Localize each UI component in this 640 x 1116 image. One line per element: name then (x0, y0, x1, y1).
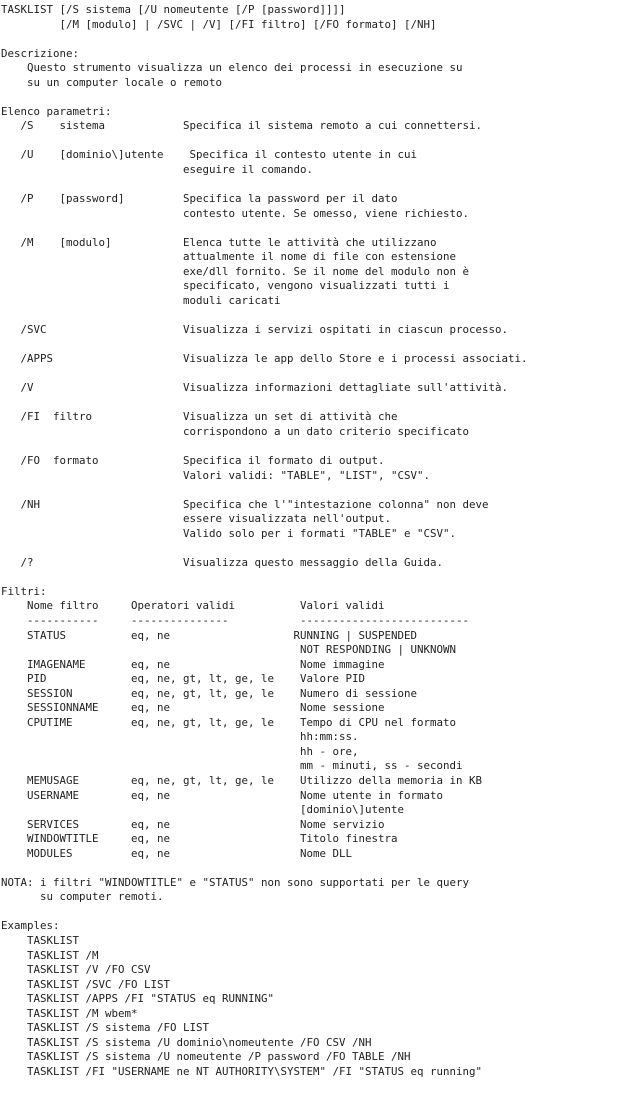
console-line: moduli caricati (1, 293, 281, 307)
console-line (1, 570, 640, 585)
console-line: /? Visualizza questo messaggio della Guida. (1, 555, 444, 569)
console-line: /P [password] Specifica la password per il dato (1, 192, 398, 206)
console-line: su un computer locale o remoto (1, 75, 223, 89)
console-line: Questo strumento visualizza un elenco dei processi in esecuzione su (1, 61, 463, 75)
console-line: su computer remoti. (1, 890, 164, 904)
console-line: /FO formato Specifica il formato di output. (1, 453, 385, 467)
console-line (1, 308, 640, 323)
console-line: Elenco parametri: (1, 104, 112, 118)
console-line: eseguire il comando. (1, 163, 314, 177)
console-line: /NH Specifica che l'"intestazione colonna" non deve (1, 497, 489, 511)
console-line: TASKLIST /M wbem* (1, 1006, 138, 1020)
console-line: /S sistema Specifica il sistema remoto a cui connettersi. (1, 119, 483, 133)
console-line: USERNAME eq, ne Nome utente in formato (1, 788, 444, 802)
console-line: ----------- --------------- -------------------------- (1, 613, 470, 627)
console-line: STATUS eq, ne RUNNING | SUSPENDED (1, 628, 418, 642)
console-line: Valido solo per i formati "TABLE" e "CSV". (1, 526, 457, 540)
console-line: /U [dominio\]utente Specifica il contesto utente in cui (1, 148, 418, 162)
console-line: /M [modulo] Elenca tutte le attività che utilizzano (1, 235, 437, 249)
console-line: TASKLIST /M (1, 948, 99, 962)
console-line: TASKLIST /SVC /FO LIST (1, 977, 171, 991)
console-line: TASKLIST /S sistema /U dominio\nomeutente /FO CSV /NH (1, 1035, 372, 1049)
console-line: MEMUSAGE eq, ne, gt, lt, ge, le Utilizzo della memoria in KB (1, 773, 483, 787)
console-line: [dominio\]utente (1, 803, 405, 817)
console-line: /V Visualizza informazioni dettagliate sull'attività. (1, 381, 509, 395)
console-line: Examples: (1, 919, 60, 933)
console-line: /APPS Visualizza le app dello Store e i processi associati. (1, 352, 528, 366)
console-line (1, 541, 640, 556)
console-line (1, 439, 640, 454)
console-line (1, 178, 640, 193)
console-line: TASKLIST /S sistema /FO LIST (1, 1021, 210, 1035)
console-line: essere visualizzata nell'output. (1, 512, 392, 526)
console-line: IMAGENAME eq, ne Nome immagine (1, 657, 385, 671)
console-line: TASKLIST /APPS /FI "STATUS eq RUNNING" (1, 992, 275, 1006)
console-line: mm - minuti, ss - secondi (1, 759, 463, 773)
console-line (1, 861, 640, 876)
console-line: Descrizione: (1, 46, 80, 60)
console-line: corrispondono a un dato criterio specificato (1, 424, 470, 438)
console-line (1, 483, 640, 498)
console-line: NOTA: i filtri "WINDOWTITLE" e "STATUS" non sono supportati per le query (1, 875, 470, 889)
console-line: Filtri: (1, 584, 47, 598)
console-line: PID eq, ne, gt, lt, ge, le Valore PID (1, 672, 366, 686)
console-line (1, 905, 640, 920)
console-line (1, 221, 640, 236)
console-line: SERVICES eq, ne Nome servizio (1, 817, 385, 831)
console-line: MODULES eq, ne Nome DLL (1, 846, 353, 860)
console-line: specificato, vengono visualizzati tutti i (1, 279, 450, 293)
console-line (1, 90, 640, 105)
console-line: TASKLIST /V /FO CSV (1, 963, 151, 977)
console-line: TASKLIST [/S sistema [/U nomeutente [/P [password]]]] (1, 3, 346, 16)
console-line (1, 134, 640, 149)
console-line (1, 32, 640, 47)
console-line: attualmente il nome di file con estensione (1, 250, 457, 264)
console-line: WINDOWTITLE eq, ne Titolo finestra (1, 832, 398, 846)
console-line: hh:mm:ss. (1, 730, 359, 744)
console-line: NOT RESPONDING | UNKNOWN (1, 643, 457, 657)
console-line: contesto utente. Se omesso, viene richiesto. (1, 206, 470, 220)
console-line: [/M [modulo] | /SVC | /V] [/FI filtro] [/FO formato] [/NH] (1, 17, 437, 31)
console-line: hh - ore, (1, 744, 359, 758)
console-line: SESSIONNAME eq, ne Nome sessione (1, 701, 385, 715)
console-line: CPUTIME eq, ne, gt, lt, ge, le Tempo di CPU nel formato (1, 715, 457, 729)
console-line: TASKLIST (1, 934, 80, 947)
console-line: Nome filtro Operatori validi Valori validi (1, 599, 385, 613)
console-line (1, 338, 640, 353)
console-line: Valori validi: "TABLE", "LIST", "CSV". (1, 468, 431, 482)
console-line (1, 367, 640, 382)
console-line: /SVC Visualizza i servizi ospitati in ciascun processo. (1, 323, 509, 337)
console-line: /FI filtro Visualizza un set di attività che (1, 410, 398, 424)
console-line: TASKLIST /S sistema /U nomeutente /P password /FO TABLE /NH (1, 1050, 411, 1064)
console-line: SESSION eq, ne, gt, lt, ge, le Numero di sessione (1, 686, 418, 700)
console-line: TASKLIST /FI "USERNAME ne NT AUTHORITY\SYSTEM" /FI "STATUS eq running" (1, 1064, 483, 1078)
console-line (1, 396, 640, 411)
console-line: exe/dll fornito. Se il nome del modulo non è (1, 264, 470, 278)
